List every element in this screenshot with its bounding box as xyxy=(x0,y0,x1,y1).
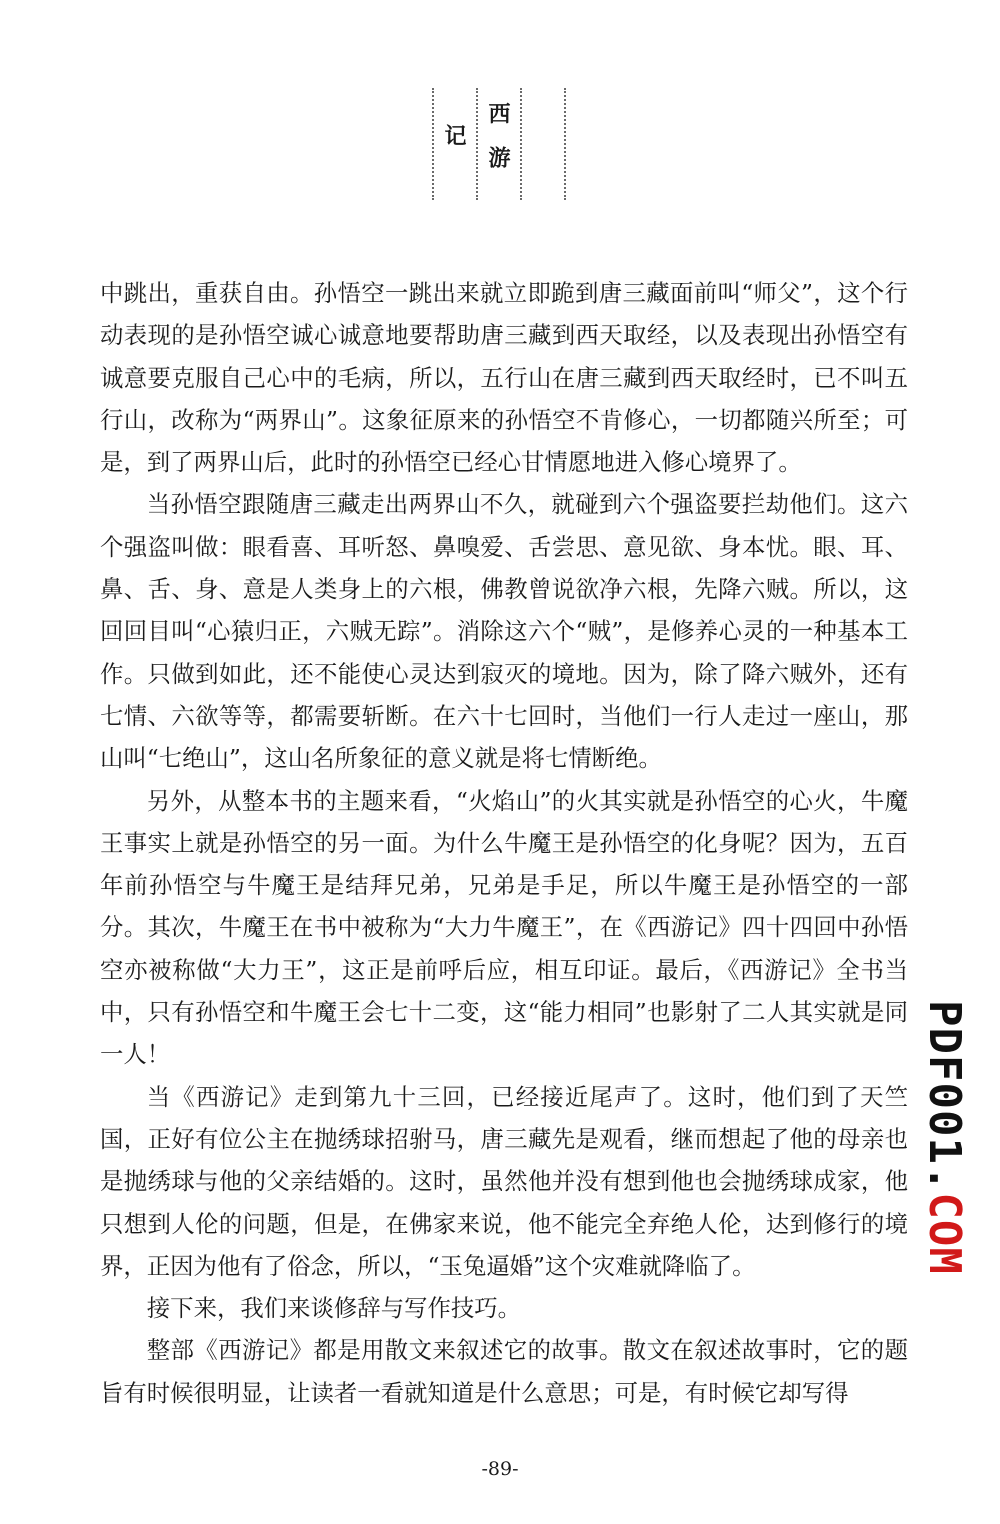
body-text xyxy=(100,272,908,1414)
paragraph: 当《西游记》走到第九十三回，已经接近尾声了。这时，他们到了天竺国，正好有位公主在抛绣球招驸马，唐三藏先是观看，继而想起了他的母亲也是抛绣球与他的父亲结婚的。这时，虽然他并没有想到他也会抛绣球成家，他只想到人伦的问题，但是，在佛家来说，他不能完全弃绝人伦，达到修行的境界，正因为他有了俗念，所以，“玉兔逼婚”这个灾难就降临了。 xyxy=(100,1082,908,1280)
paragraph: 接下来，我们来谈修辞与写作技巧。 xyxy=(146,1294,522,1323)
paragraph: 整部《西游记》都是用散文来叙述它的故事。散文在叙述故事时，它的题旨有时候很明显，让读者一看就知道是什么意思；可是，有时候它却写得 xyxy=(100,1336,908,1407)
watermark xyxy=(914,1000,974,1275)
watermark-text-main: PDF001. xyxy=(919,1000,970,1193)
header-dotted-rule xyxy=(564,88,566,200)
page-number: -89- xyxy=(481,1458,519,1480)
header-book-title: 西游记 xyxy=(441,102,511,190)
watermark-text-domain: COM xyxy=(919,1192,970,1275)
paragraph: 中跳出，重获自由。孙悟空一跳出来就立即跪到唐三藏面前叫“师父”，这个行动表现的是孙悟空诚心诚意地要帮助唐三藏到西天取经，以及表现出孙悟空有诚意要克服自己心中的毛病，所以，五行山在唐三藏到西天取经时，已不叫五行山，改称为“两界山”。这象征原来的孙悟空不肯修心，一切都随兴所至；可是，到了两界山后，此时的孙悟空已经心甘情愿地进入修心境界了。 xyxy=(100,279,908,477)
header-dotted-rule xyxy=(520,88,522,200)
paragraph: 另外，从整本书的主题来看，“火焰山”的火其实就是孙悟空的心火，牛魔王事实上就是孙悟空的另一面。为什么牛魔王是孙悟空的化身呢？因为，五百年前孙悟空与牛魔王是结拜兄弟，兄弟是手足，所以牛魔王是孙悟空的一部分。其次，牛魔王在书中被称为“大力牛魔王”，在《西游记》四十四回中孙悟空亦被称做“大力王”，这正是前呼后应，相互印证。最后，《西游记》全书当中，只有孙悟空和牛魔王会七十二变，这“能力相同”也影射了二人其实就是同一人！ xyxy=(100,786,908,1069)
paragraph: 当孙悟空跟随唐三藏走出两界山不久，就碰到六个强盗要拦劫他们。这六个强盗叫做：眼看喜、耳听怒、鼻嗅爱、舌尝思、意见欲、身本忧。眼、耳、鼻、舌、身、意是人类身上的六根，佛教曾说欲净六根，先降六贼。所以，这回回目叫“心猿归正，六贼无踪”。消除这六个“贼”，是修养心灵的一种基本工作。只做到如此，还不能使心灵达到寂灭的境地。因为，除了降六贼外，还有七情、六欲等等，都需要斩断。在六十七回时，当他们一行人走过一座山，那山叫“七绝山”，这山名所象征的意义就是将七情断绝。 xyxy=(100,490,908,773)
running-header xyxy=(432,88,568,200)
